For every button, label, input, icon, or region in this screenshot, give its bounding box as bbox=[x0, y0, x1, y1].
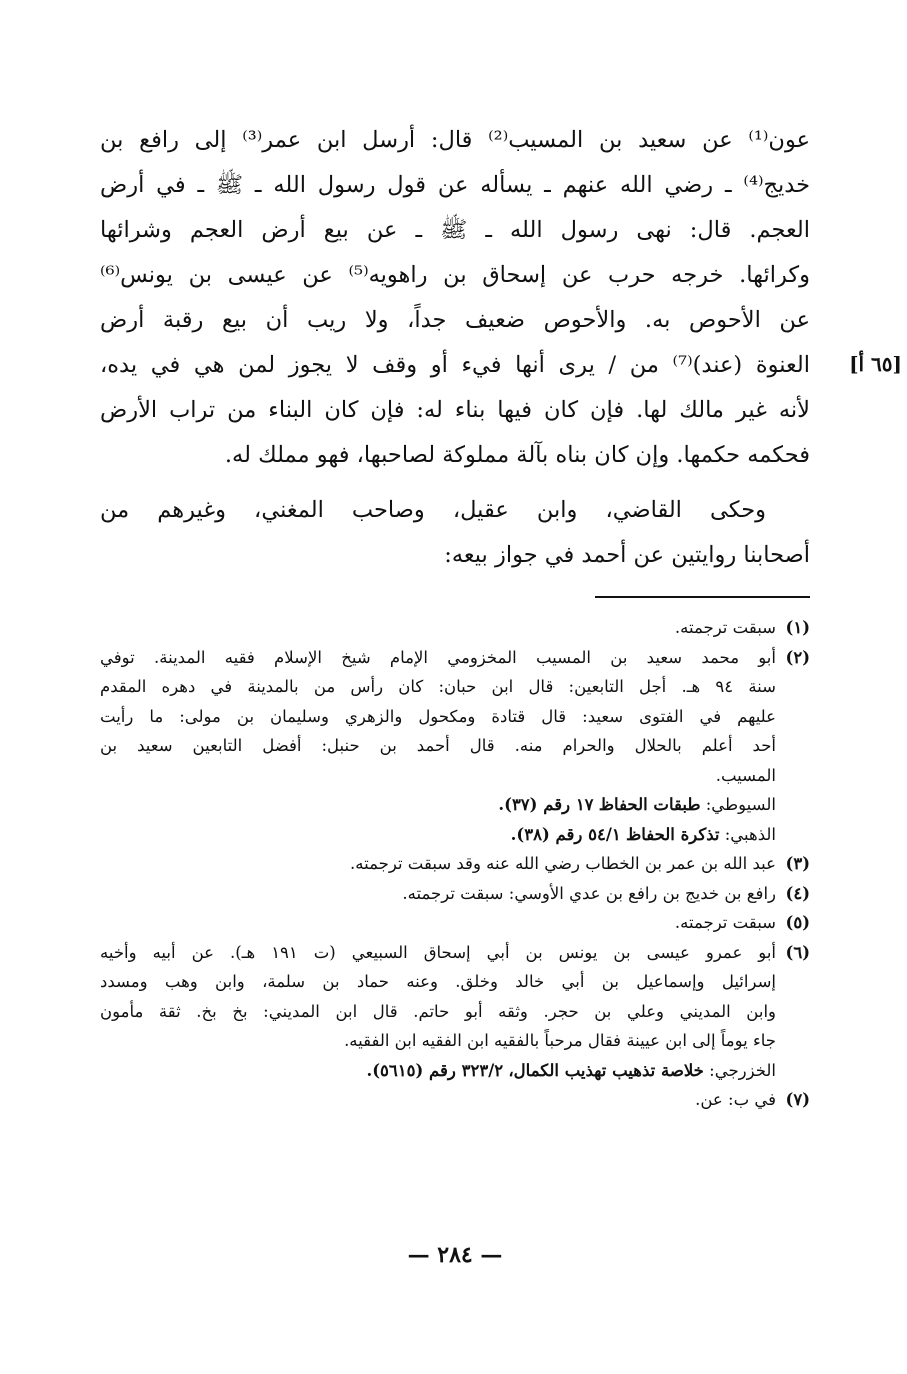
footnote-line: أحد أعلم بالحلال والحرام منه. قال أحمد بن حنبل: أفضل التابعين سعيد بن bbox=[100, 736, 776, 755]
footnote-number: (٦) bbox=[785, 942, 810, 962]
text-line: العنوة (عند)⁽⁷⁾ من / يرى أنها فيء أو وقف لا يجوز لمن هي في يده، bbox=[100, 352, 810, 378]
reference-book: طبقات الحفاظ bbox=[598, 795, 701, 814]
paragraph-gap bbox=[100, 478, 810, 488]
footnote-text: رافع بن خديج بن رافع بن عدي الأوسي: سبقت ترجمته. bbox=[402, 883, 776, 903]
reference-author: الخزرجي: bbox=[709, 1060, 776, 1080]
footnote-reference bbox=[100, 820, 810, 850]
reference-location: ٣٢٣/٢ رقم (٥٦١٥). bbox=[366, 1060, 504, 1080]
footnote-number: (١) bbox=[785, 618, 810, 637]
reference-location: ١٧ رقم (٣٧). bbox=[498, 795, 594, 814]
footnote-line: إسرائيل وإسماعيل بن أبي خالد وخلق. وعنه حماد بن سلمة، وابن وهب ومسدد bbox=[100, 972, 776, 991]
main-text bbox=[100, 118, 810, 578]
text-line: عون⁽¹⁾ عن سعيد بن المسيب⁽²⁾ قال: أرسل ابن عمر⁽³⁾ إلى رافع بن bbox=[100, 127, 810, 153]
reference-book: تذكرة الحفاظ bbox=[625, 824, 720, 844]
footnote-text: سبقت ترجمته. bbox=[674, 618, 776, 637]
footnote-2 bbox=[100, 643, 810, 673]
reference-author: الذهبي: bbox=[724, 824, 776, 844]
footnote-reference bbox=[100, 1056, 810, 1086]
footnote-number: (٧) bbox=[785, 1090, 810, 1109]
footnote-text: أبو محمد سعيد بن المسيب المخزومي الإمام شيخ الإسلام فقيه المدينة. توفي bbox=[100, 647, 776, 667]
footnote-line: سنة ٩٤ هـ. أجل التابعين: قال ابن حبان: كان رأس من بالمدينة في دهره المقدم bbox=[100, 677, 776, 696]
footnote-number: (٥) bbox=[785, 913, 810, 932]
text-line: أصحابنا روايتين عن أحمد في جواز بيعه: bbox=[444, 542, 810, 568]
footnote-separator bbox=[595, 596, 810, 598]
footnote-line: المسيب. bbox=[715, 765, 776, 785]
text-line: لأنه غير مالك لها. فإن كان فيها بناء له: فإن كان البناء من تراب الأرض bbox=[100, 397, 810, 423]
footnote-line: جاء يوماً إلى ابن عيينة فقال مرحباً بالفقيه ابن الفقيه ابن الفقيه. bbox=[344, 1031, 776, 1050]
footnote-number: (٢) bbox=[785, 647, 810, 667]
text-line: خديج⁽⁴⁾ ـ رضي الله عنهم ـ يسأله عن قول رسول الله ـ ﷺ ـ في أرض bbox=[100, 172, 810, 198]
footnote-number: (٤) bbox=[785, 883, 810, 903]
footnote-3 bbox=[100, 849, 810, 879]
reference-location: ٥٤/١ رقم (٣٨). bbox=[510, 824, 621, 844]
reference-author: السيوطي: bbox=[705, 795, 776, 814]
footnote-number: (٣) bbox=[785, 854, 810, 873]
footnote-5 bbox=[100, 908, 810, 938]
footnote-line: وابن المديني وعلي بن حجر. وثقه أبو حاتم. قال ابن المديني: بخ بخ. ثقة مأمون bbox=[100, 1001, 776, 1021]
text-line: فحكمه حكمها. وإن كان بناه بآلة مملوكة لصاحبها، فهو مملك له. bbox=[224, 442, 810, 468]
footnote-text: عبد الله بن عمر بن الخطاب رضي الله عنه وقد سبقت ترجمته. bbox=[350, 854, 776, 873]
footnote-reference bbox=[100, 790, 810, 820]
footnotes bbox=[100, 613, 810, 1115]
text-line: العجم. قال: نهى رسول الله ـ ﷺ ـ عن بيع أرض العجم وشرائها bbox=[100, 217, 810, 243]
footnote-text: في ب: عن. bbox=[695, 1090, 776, 1109]
footnote-4 bbox=[100, 879, 810, 909]
text-line: وكرائها. خرجه حرب عن إسحاق بن راهويه⁽⁵⁾ عن عيسى بن يونس⁽⁶⁾ bbox=[100, 262, 810, 288]
footnote-1 bbox=[100, 613, 810, 643]
reference-book: خلاصة تذهيب تهذيب الكمال، bbox=[508, 1060, 704, 1080]
footnote-7 bbox=[100, 1085, 810, 1115]
manuscript-folio-marker: [٦٥ أ] bbox=[849, 352, 902, 376]
footnote-text: أبو عمرو عيسى بن يونس بن أبي إسحاق السبيعي (ت ١٩١ هـ). عن أبيه وأخيه bbox=[100, 942, 777, 962]
page-number: — ٢٨٤ — bbox=[407, 1242, 503, 1268]
text-line: وحكى القاضي، وابن عقيل، وصاحب المغني، وغيرهم من bbox=[100, 497, 766, 523]
text-line: عن الأحوص به. والأحوص ضعيف جداً، ولا ريب أن بيع رقبة أرض bbox=[100, 307, 810, 333]
footnote-line: عليهم في الفتوى سعيد: قال قتادة ومكحول والزهري وسليمان بن مولى: ما رأيت bbox=[100, 706, 776, 726]
footnote-text: سبقت ترجمته. bbox=[674, 913, 776, 932]
footnote-6 bbox=[100, 938, 810, 968]
